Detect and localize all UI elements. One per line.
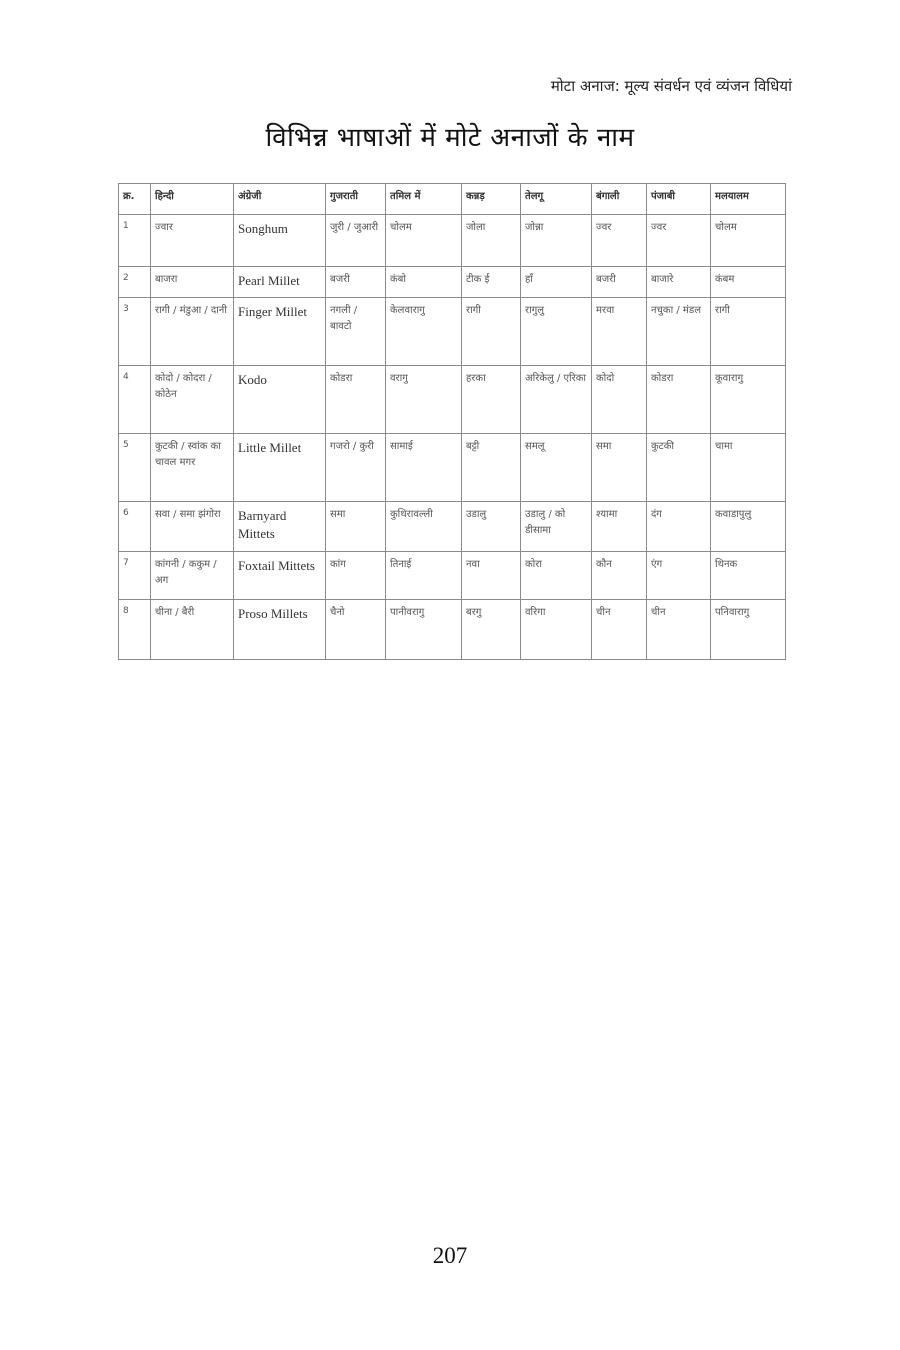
table-cell: नगली / बावटो <box>326 298 386 366</box>
table-cell: श्यामा <box>592 502 647 552</box>
table-cell: उडालु <box>462 502 521 552</box>
table-cell: Proso Millets <box>234 600 326 660</box>
table-cell: नवा <box>462 552 521 600</box>
table-cell: ज्वार <box>151 215 234 267</box>
table-cell: 4 <box>119 366 151 434</box>
table-row <box>119 298 786 366</box>
table-cell: रागी <box>462 298 521 366</box>
table-cell: तिनाई <box>386 552 462 600</box>
table-cell: कंबो <box>386 267 462 298</box>
table-cell: जुरी / जुआरी <box>326 215 386 267</box>
table-cell: पनिवारागु <box>711 600 786 660</box>
table-cell: चोलम <box>711 215 786 267</box>
table-cell: कोदो / कोदरा / कोठेन <box>151 366 234 434</box>
table-cell: Kodo <box>234 366 326 434</box>
table-cell: हाँ <box>521 267 592 298</box>
column-header: पंजाबी <box>647 184 711 215</box>
table-cell: पानीवरागु <box>386 600 462 660</box>
table-cell: सामाई <box>386 434 462 502</box>
table-cell: ज्वर <box>592 215 647 267</box>
column-header: हिन्दी <box>151 184 234 215</box>
table-row <box>119 267 786 298</box>
table-cell: केलवारागु <box>386 298 462 366</box>
table-cell: हरका <box>462 366 521 434</box>
table-cell: बजरी <box>326 267 386 298</box>
table-cell: जोन्ना <box>521 215 592 267</box>
table-cell: Songhum <box>234 215 326 267</box>
table-cell: बाजारे <box>647 267 711 298</box>
table-cell: चीना / बैरी <box>151 600 234 660</box>
column-header: बंगाली <box>592 184 647 215</box>
table-cell: अरिकेलु / एरिका <box>521 366 592 434</box>
running-header: मोटा अनाज: मूल्य संवर्धन एवं व्यंजन विधियां <box>550 77 792 95</box>
table-cell: Barnyard Mittets <box>234 502 326 552</box>
table-cell: सवा / समा झंगोरा <box>151 502 234 552</box>
table-cell: कोदो <box>592 366 647 434</box>
table-cell: Little Millet <box>234 434 326 502</box>
table-cell: कुटकी / स्वांक का चावल मगर <box>151 434 234 502</box>
millet-names-table <box>118 183 786 660</box>
table-cell: वरिगा <box>521 600 592 660</box>
table-row <box>119 552 786 600</box>
table-cell: रागी <box>711 298 786 366</box>
table-cell: चीन <box>647 600 711 660</box>
table-cell: बजरी <box>592 267 647 298</box>
table-cell: चैनो <box>326 600 386 660</box>
table-cell: समलू <box>521 434 592 502</box>
table-cell: बरगु <box>462 600 521 660</box>
table-cell: चीन <box>592 600 647 660</box>
column-header: गुजराती <box>326 184 386 215</box>
table-cell: कांगनी / ककुम / अग <box>151 552 234 600</box>
table-cell: ज्वर <box>647 215 711 267</box>
table-cell: कांग <box>326 552 386 600</box>
table-cell: मरवा <box>592 298 647 366</box>
table-cell: चोलम <box>386 215 462 267</box>
table-cell: 6 <box>119 502 151 552</box>
table-cell: बाजरा <box>151 267 234 298</box>
table-cell: कुटकी <box>647 434 711 502</box>
table-cell: 7 <box>119 552 151 600</box>
table-cell: 3 <box>119 298 151 366</box>
table-cell: गजरो / कुरी <box>326 434 386 502</box>
column-header: मलयालम <box>711 184 786 215</box>
column-header: तमिल में <box>386 184 462 215</box>
table-cell: चामा <box>711 434 786 502</box>
table-row <box>119 366 786 434</box>
page-title: विभिन्न भाषाओं में मोटे अनाजों के नाम <box>265 123 635 153</box>
table-cell: कवाडापुलु <box>711 502 786 552</box>
column-header: कन्नड़ <box>462 184 521 215</box>
column-header: क्र. <box>119 184 151 215</box>
table-cell: उडालु / को डीसामा <box>521 502 592 552</box>
table-cell: रागुलु <box>521 298 592 366</box>
table-row <box>119 502 786 552</box>
table-cell: कुथिरावल्ली <box>386 502 462 552</box>
table-row <box>119 600 786 660</box>
column-header: अंग्रेजी <box>234 184 326 215</box>
table-cell: समा <box>326 502 386 552</box>
page-number: 207 <box>432 1243 468 1268</box>
table-cell: कंबम <box>711 267 786 298</box>
table-cell: Pearl Millet <box>234 267 326 298</box>
table-cell: नचुका / मंडल <box>647 298 711 366</box>
table-cell: Finger Millet <box>234 298 326 366</box>
table-cell: 8 <box>119 600 151 660</box>
table-row <box>119 215 786 267</box>
table-cell: कोडरा <box>647 366 711 434</box>
table-cell: कोडरा <box>326 366 386 434</box>
table-cell: थिनक <box>711 552 786 600</box>
table-cell: 1 <box>119 215 151 267</box>
table-cell: जोला <box>462 215 521 267</box>
table-cell: टीक ई <box>462 267 521 298</box>
table-cell: कौन <box>592 552 647 600</box>
table-row <box>119 434 786 502</box>
table-cell: एंग <box>647 552 711 600</box>
table-cell: 5 <box>119 434 151 502</box>
table-cell: समा <box>592 434 647 502</box>
table-cell: रागी / मंडुआ / दानी <box>151 298 234 366</box>
table-cell: कोरा <box>521 552 592 600</box>
table-header-row <box>119 184 786 215</box>
table-cell: 2 <box>119 267 151 298</box>
table-cell: कूवारागु <box>711 366 786 434</box>
column-header: तेलगू <box>521 184 592 215</box>
table-cell: Foxtail Mittets <box>234 552 326 600</box>
table-cell: वरागु <box>386 366 462 434</box>
table-cell: दंग <box>647 502 711 552</box>
table-cell: बट्टी <box>462 434 521 502</box>
